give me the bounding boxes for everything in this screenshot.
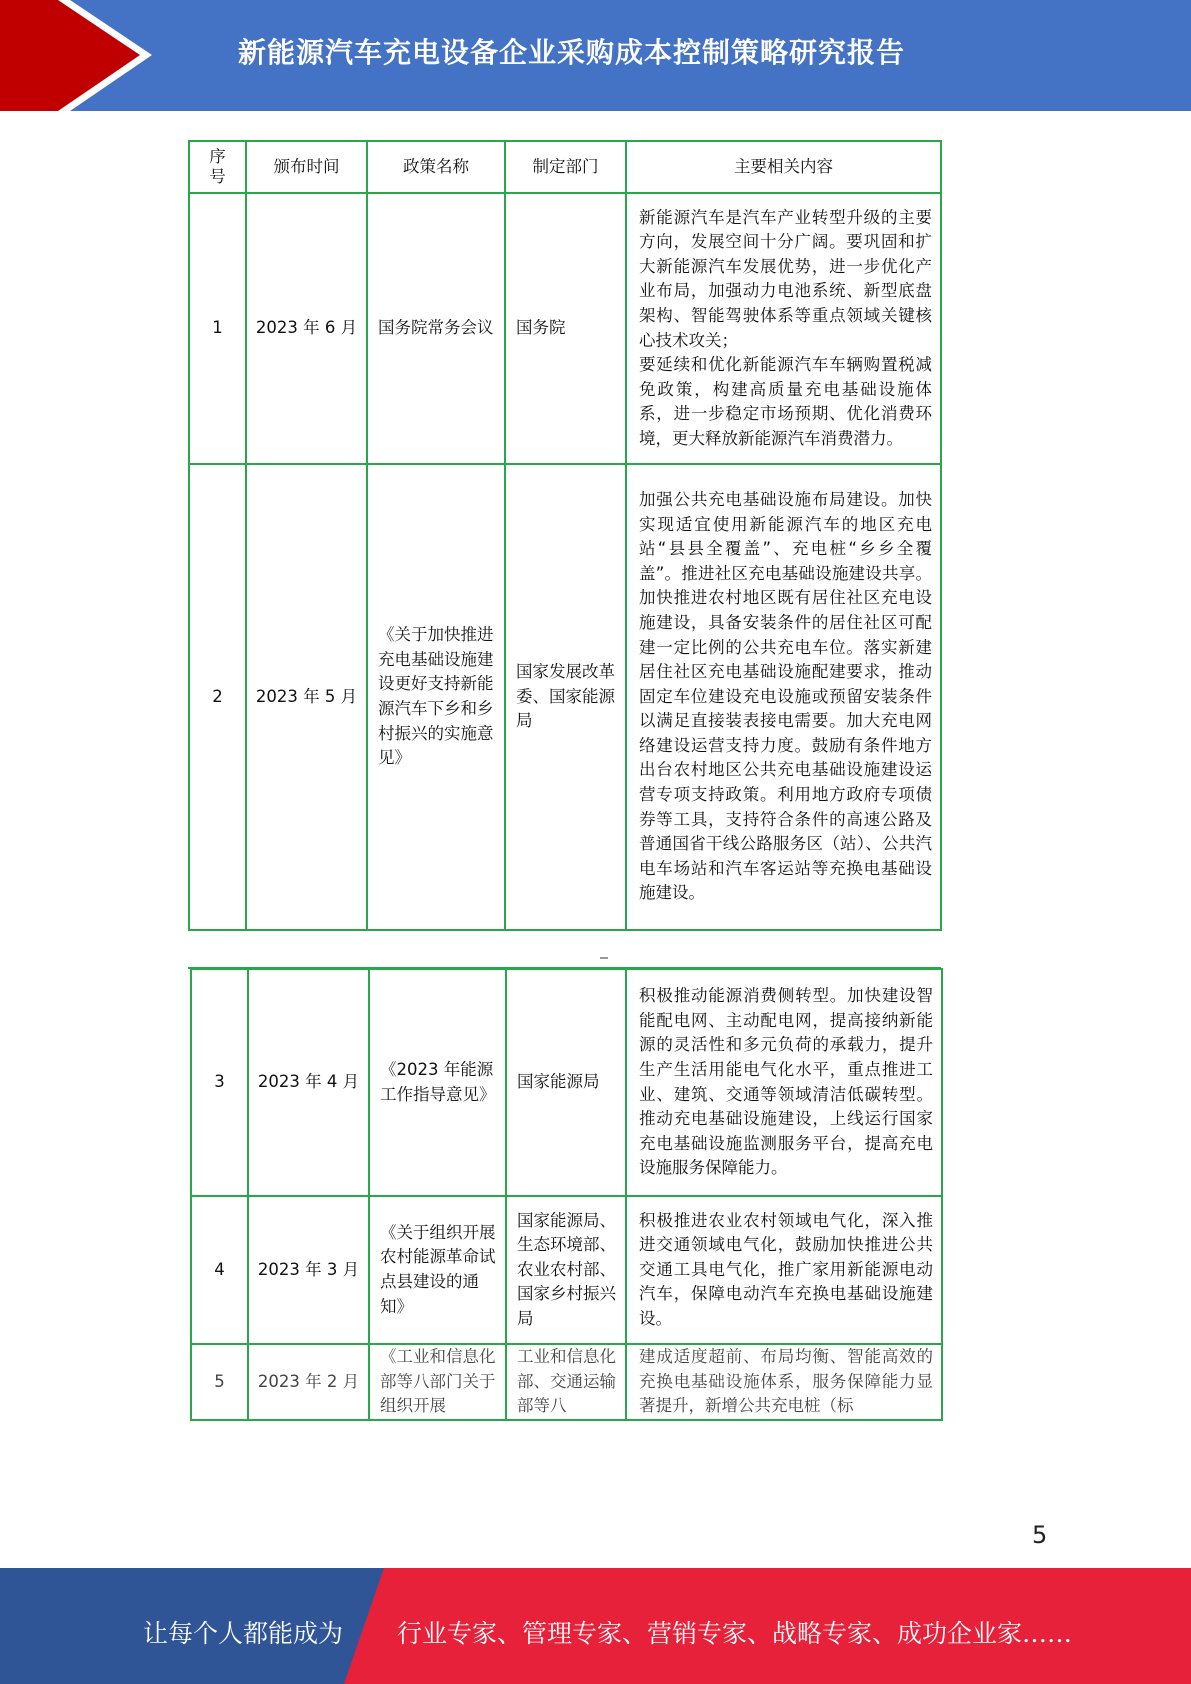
row-policy-name: 《2023 年能源工作指导意见》 (369, 969, 506, 1196)
row-date: 2023 年 3 月 (248, 1196, 369, 1344)
row-seq: 1 (189, 193, 246, 464)
row-date: 2023 年 4 月 (248, 969, 369, 1196)
header-chevron-icon (0, 0, 160, 111)
row-seq: 5 (191, 1344, 248, 1420)
page-break-decoration (188, 930, 941, 970)
page-header (0, 0, 1191, 111)
row-policy-name: 《关于加快推进充电基础设施建设更好支持新能源汽车下乡和乡村振兴的实施意见》 (367, 464, 505, 930)
content-paragraph: 新能源汽车是汽车产业转型升级的主要方向，发展空间十分广阔。要巩固和扩大新能源汽车发展优势，进一步优化产业布局，加强动力电池系统、新型底盘架构、智能驾驶体系等重点领域关键核心技术攻关； (639, 207, 932, 350)
row-policy-name: 国务院常务会议 (367, 193, 505, 464)
row-department: 国务院 (505, 193, 626, 464)
footer-slogan-left: 让每个人都能成为 (143, 1619, 344, 1648)
row-seq: 2 (189, 464, 246, 930)
row-department: 国家发展改革委、国家能源局 (505, 464, 626, 930)
row-department: 国家能源局、生态环境部、农业农村部、国家乡村振兴局 (506, 1196, 626, 1344)
header-date: 颁布时间 (246, 141, 367, 193)
row-date: 2023 年 6 月 (246, 193, 367, 464)
table-row (189, 464, 941, 930)
table-row (191, 1196, 942, 1344)
footer-slogan-right: 行业专家、管理专家、营销专家、战略专家、成功企业家…… (397, 1619, 1073, 1648)
table-row (191, 1344, 942, 1420)
policy-table-part1 (188, 140, 942, 931)
row-department: 国家能源局 (506, 969, 626, 1196)
header-content: 主要相关内容 (626, 141, 941, 193)
row-department: 工业和信息化部、交通运输部等八 (506, 1344, 626, 1420)
table-row (191, 969, 942, 1196)
row-content: 建成适度超前、布局均衡、智能高效的充换电基础设施体系，服务保障能力显著提升，新增公共充电桩（标 (626, 1344, 942, 1420)
row-content: 积极推动能源消费侧转型。加快建设智能配电网、主动配电网，提高接纳新能源的灵活性和多元负荷的承载力，提升生产生活用能电气化水平，重点推进工业、建筑、交通等领域清洁低碳转型。推动充电基础设施建设，上线运行国家充电基础设施监测服务平台，提高充电设施服务保障能力。 (626, 969, 942, 1196)
table-header-row (189, 141, 941, 193)
row-date: 2023 年 5 月 (246, 464, 367, 930)
row-content (626, 193, 941, 464)
header-seq: 序 号 (189, 141, 246, 193)
row-content: 加强公共充电基础设施布局建设。加快实现适宜使用新能源汽车的地区充电站“县县全覆盖”、充电桩“乡乡全覆盖”。推进社区充电基础设施建设共享。加快推进农村地区既有居住社区充电设施建设，具备安装条件的居住社区可配建一定比例的公共充电车位。落实新建居住社区充电基础设施配建要求，推动固定车位建设充电设施或预留安装条件以满足直接装表接电需要。加大充电网络建设运营支持力度。鼓励有条件地方出台农村地区公共充电基础设施建设运营专项支持政策。利用地方政府专项债券等工具，支持符合条件的高速公路及普通国省干线公路服务区（站）、公共汽电车场站和汽车客运站等充换电基础设施建设。 (626, 464, 941, 930)
page-footer (0, 1568, 1191, 1684)
row-seq: 3 (191, 969, 248, 1196)
policy-table-part2 (190, 968, 943, 1421)
page-number: 5 (1032, 1521, 1048, 1549)
row-content: 积极推进农业农村领域电气化，深入推进交通领域电气化，鼓励加快推进公共交通工具电气化，推广家用新能源电动汽车，保障电动汽车充换电基础设施建设。 (626, 1196, 942, 1344)
header-policy-name: 政策名称 (367, 141, 505, 193)
row-policy-name: 《关于组织开展农村能源革命试点县建设的通知》 (369, 1196, 506, 1344)
table-row (189, 193, 941, 464)
content-paragraph: 要延续和优化新能源汽车车辆购置税减免政策，构建高质量充电基础设施体系，进一步稳定市场预期、优化消费环境，更大释放新能源汽车消费潜力。 (639, 355, 932, 448)
report-title: 新能源汽车充电设备企业采购成本控制策略研究报告 (238, 36, 906, 69)
row-date: 2023 年 2 月 (248, 1344, 369, 1420)
header-department: 制定部门 (505, 141, 626, 193)
row-seq: 4 (191, 1196, 248, 1344)
row-policy-name: 《工业和信息化部等八部门关于组织开展 (369, 1344, 506, 1420)
